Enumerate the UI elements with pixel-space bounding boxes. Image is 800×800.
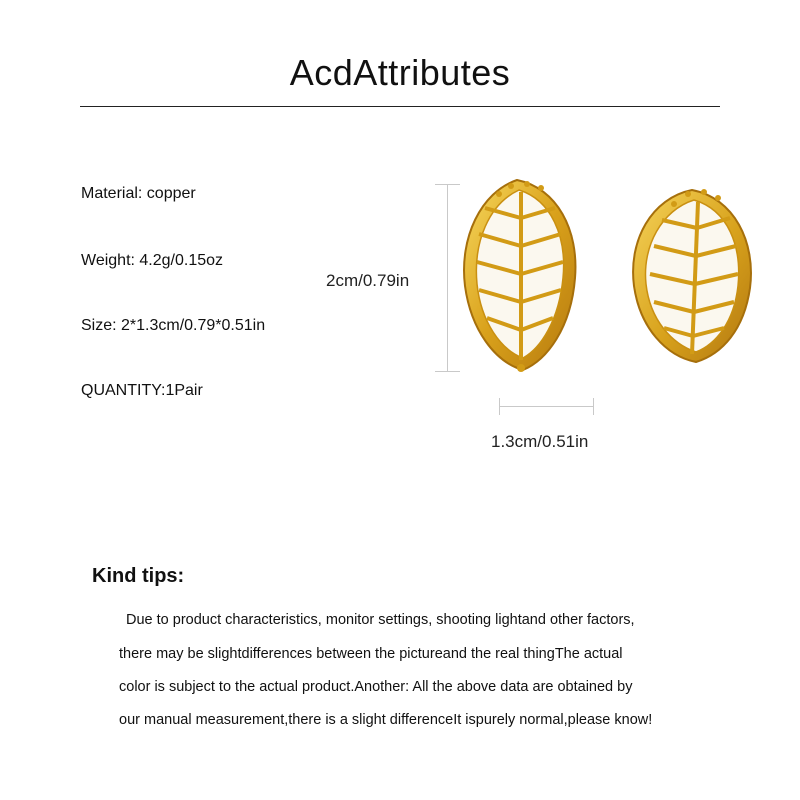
tips-line: there may be slightdifferences between the pictureand the real thingThe actual — [119, 646, 623, 662]
tips-line: our manual measurement,there is a slight differenceIt ispurely normal,please know! — [119, 712, 653, 728]
height-rule — [447, 184, 448, 372]
tips-line: Due to product characteristics, monitor settings, shooting lightand other factors, — [126, 612, 635, 628]
earring-right-image — [622, 176, 762, 376]
tips-line: color is subject to the actual product.Another: All the above data are obtained by — [119, 679, 633, 695]
title-underline — [80, 106, 720, 107]
width-rule-right — [593, 398, 594, 415]
page-title: AcdAttributes — [289, 52, 511, 93]
earring-left-image — [455, 168, 585, 378]
spec-material: Material: copper — [81, 185, 196, 202]
width-rule — [499, 406, 594, 407]
width-label: 1.3cm/0.51in — [491, 432, 589, 451]
spec-weight: Weight: 4.2g/0.15oz — [81, 252, 224, 269]
spec-quantity: QUANTITY:1Pair — [81, 382, 203, 399]
tips-title: Kind tips: — [92, 565, 185, 587]
spec-size: Size: 2*1.3cm/0.79*0.51in — [81, 317, 266, 334]
height-label: 2cm/0.79in — [326, 271, 410, 290]
